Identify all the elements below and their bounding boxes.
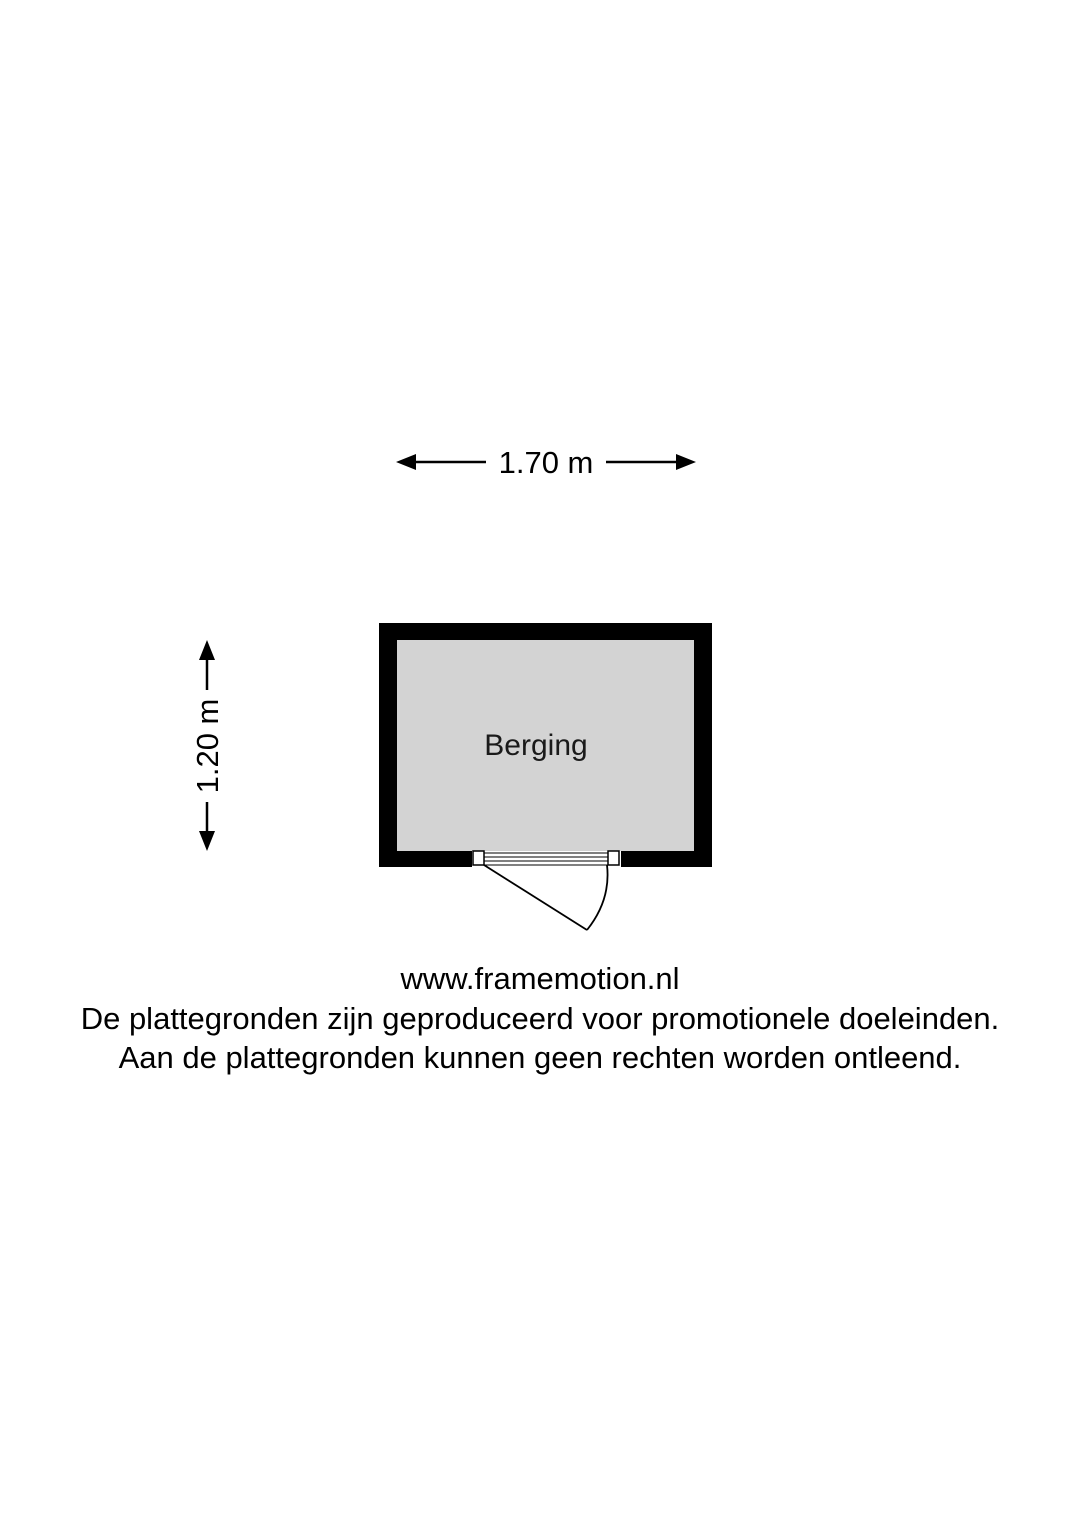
height-arrow-top-icon xyxy=(199,640,215,660)
room-label: Berging xyxy=(484,729,588,762)
height-dimension xyxy=(190,640,225,851)
width-arrow-left-icon xyxy=(396,454,416,470)
height-arrow-bottom-icon xyxy=(199,831,215,851)
door-swing-arc xyxy=(587,865,608,930)
width-dimension xyxy=(396,445,696,480)
width-label: 1.70 m xyxy=(498,445,594,480)
door-leaf xyxy=(484,865,587,930)
door-jamb-right xyxy=(608,851,619,865)
width-arrow-right-icon xyxy=(676,454,696,470)
height-label: 1.20 m xyxy=(190,698,225,794)
room-berging xyxy=(379,623,712,930)
door-jamb-left xyxy=(473,851,484,865)
footer-disclaimer-line-2: Aan de plattegronden kunnen geen rechten worden ontleend. xyxy=(118,1040,962,1075)
footer-url: www.framemotion.nl xyxy=(400,961,680,996)
footer-disclaimer-line-1: De plattegronden zijn geproduceerd voor promotionele doeleinden. xyxy=(80,1001,1000,1036)
